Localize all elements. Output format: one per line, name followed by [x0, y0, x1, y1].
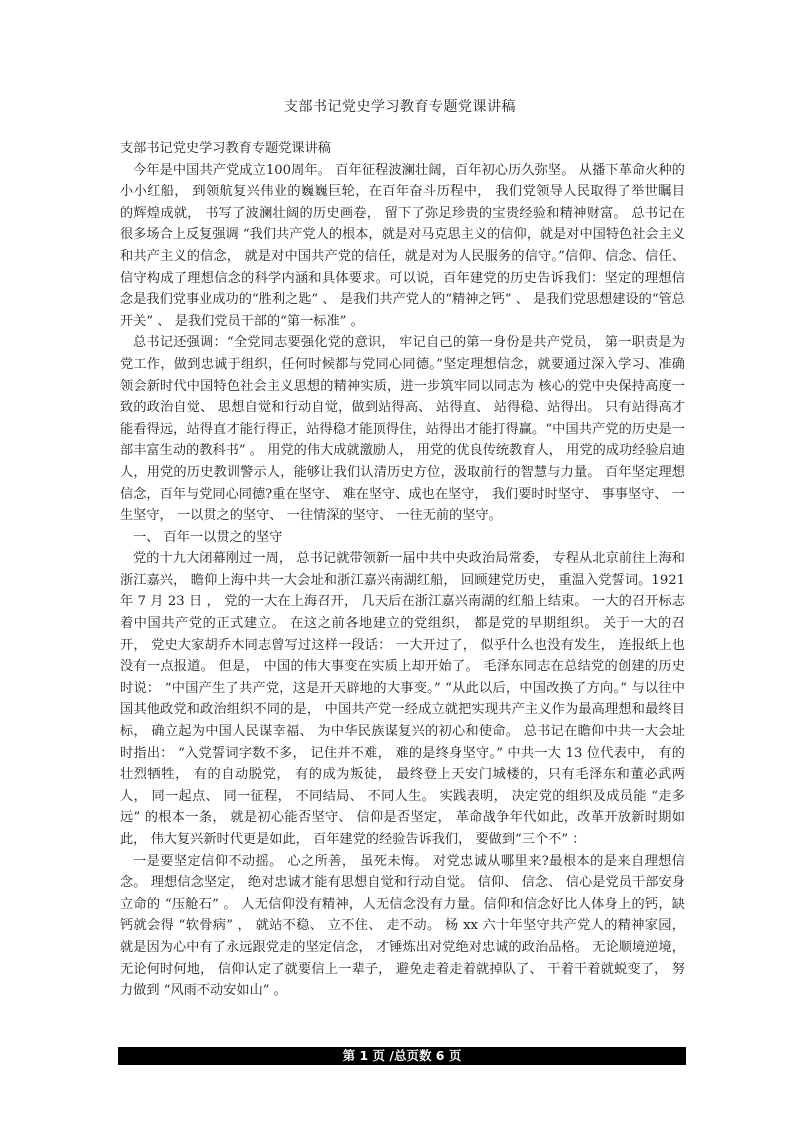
paragraph: 一是要坚定信仰不动摇。 心之所善， 虽死未悔。 对党忠诚从哪里来?最根本的是来自理想信念。 理想信念坚定， 绝对忠诚才能有思想自觉和行动自觉。 信仰、 信念、 信心是党员干部安身立命的 “压舱石” 。 人无信仰没有精神，人无信念没有力量。信仰和信念好比人体身上的钙，缺钙就会得 “软骨病” ， 就站不稳、 立不住、 走不动。 杨 xx 六十年坚守共产党人的精神家园， 就是因为心中有了永远跟党走的坚定信念， 才锤炼出对党绝对忠诚的政治品格。 无论顺境逆境， 无论何时何地， 信仰认定了就要信上一辈子， 避免走着走着就掉队了、 干着干着就蜕变了， 努力做到 “风雨不动安如山” 。 [120, 853, 685, 999]
paragraph: 党的十九大闭幕刚过一周， 总书记就带领新一届中共中央政治局常委， 专程从北京前往上海和浙江嘉兴， 瞻仰上海中共一大会址和浙江嘉兴南湖红船， 回顾建党历史， 重温入党誓词。1921 年 7 月 23 日 ， 党的一大在上海召开， 几天后在浙江嘉兴南湖的红船上结束。 一大的召开标志着中国共产党的正式建立。 在这之前各地建立的党组织， 都是党的早期组织。 关于一大的召开， 党史大家胡乔木同志曾写过这样一段话： 一大开过了， 似乎什么也没有发生， 连报纸上也没有一点报道。 但是， 中国的伟大事变在实质上却开始了。 毛泽东同志在总结党的创建的历史时说： “中国产生了共产党，这是开天辟地的大事变。” “从此以后，中国改换了方向。” 与以往中国其他政党和政治组织不同的是， 中国共产党一经成立就把实现共产主义作为最高理想和最终目 标， 确立起为中国人民谋幸福、 为中华民族谋复兴的初心和使命。 总书记在瞻仰中共一大会址时指出： “入党誓词字数不多， 记住并不难， 难的是终身坚守。” 中共一大 13 位代表中， 有的壮烈牺牲， 有的自动脱党， 有的成为叛徒， 最终登上天安门城楼的，只有毛泽东和董必武两人， 同一起点、 同一征程， 不同结局、 不同人生。 实践表明， 决定党的组织及成员能 “走多远” 的根本一条， 就是初心能否坚守、 信仰是否坚定， 革命战争年代如此，改革开放新时期如此， 伟大复兴新时代更是如此， 百年建党的经验告诉我们， 要做到“三个不” ： [120, 551, 685, 847]
body-heading: 支部书记党史学习教育专题党课讲稿 [120, 141, 331, 156]
paragraph: 今年是中国共产党成立100周年。 百年征程波澜壮阔，百年初心历久弥坚。 从播下革命火种的小小红船， 到领航复兴伟业的巍巍巨轮，在百年奋斗历程中， 我们党领导人民取得了举世瞩目 的辉煌成就， 书写了波澜壮阔的历史画卷， 留下了弥足珍贵的宝贵经验和精神财富。 总书记在很多场合上反复强调 “我们共产党人的根本，就是对马克思主义的信仰，就是对中国特色社会主义和共产主义的信念， 就是对中国共产党的信任，就是对为人民服务的信守。”信仰、信念、信任、信守构成了理想信念的科学内涵和具体要求。可以说，百年建党的历史告诉我们：坚定的理想信念是我们党事业成功的“胜利之匙” 、 是我们共产党人的“精神之钙” 、 是我们党思想建设的“管总开关” 、 是我们党员干部的“第一标准” 。 [120, 162, 685, 329]
paragraph: 总书记还强调：“全党同志要强化党的意识， 牢记自己的第一身份是共产党员， 第一职责是为党工作，做到忠诚于组织，任何时候都与党同心同德。”坚定理想信念，就要通过深入学习、准确领会新时代中国特色社会主义思想的精神实质，进一步筑牢同以同志为 核心的党中央保持高度一致的政治自觉、 思想自觉和行动自觉，做到站得高、 站得直、 站得稳、站得出。 只有站得高才能看得远，站得直才能行得正，站得稳才能顶得住，站得出才能打得赢。“中国共产党的历史是一部丰富生动的教科书” 。 用党的伟大成就激励人， 用党的优良传统教育人， 用党的成功经验启迪人，用党的历史教训警示人，能够让我们认清历史方位，汲取前行的智慧与力量。 百年坚定理想信念，百年与党同心同德?重在坚守、 难在坚守、成也在坚守， 我们要时时坚守、 事事坚守、 一生坚守， 一以贯之的坚守、 一往情深的坚守、 一往无前的坚守。 [120, 335, 685, 524]
page-number: 第 1 页 /总页数 6 页 [342, 1048, 462, 1063]
document-body [120, 138, 685, 1002]
document-title: 支部书记党史学习教育专题党课讲稿 [284, 99, 516, 115]
section-heading: 一、 百年一以贯之的坚守 [133, 529, 283, 545]
page-footer-bar [118, 1047, 686, 1065]
